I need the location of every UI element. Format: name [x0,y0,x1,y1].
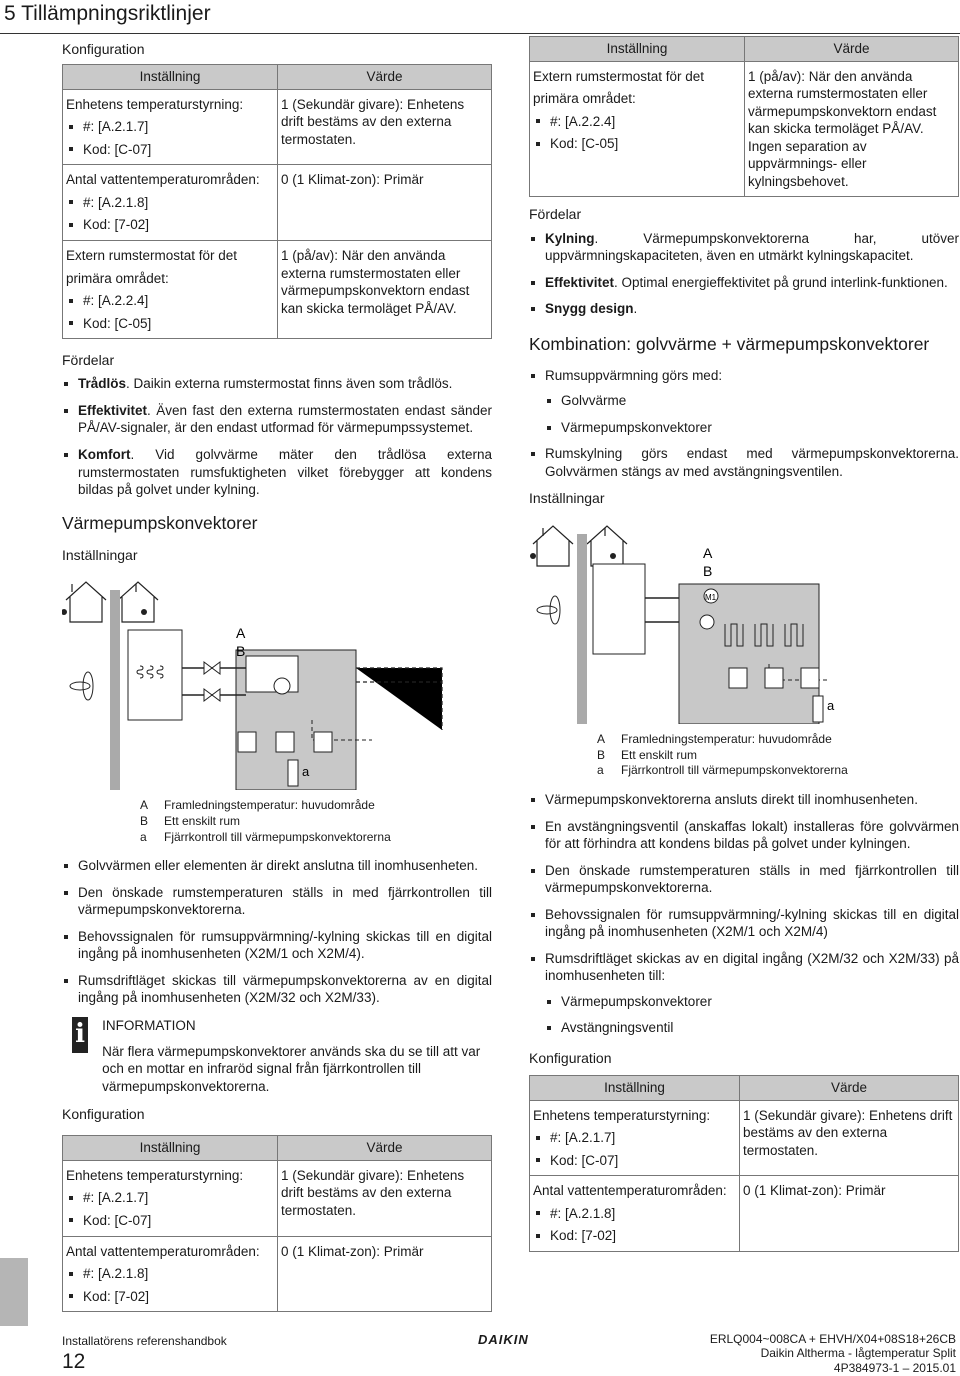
list-item: Den önskade rumstemperaturen ställs in med fjärrkontrollen till värmepumpskonvektorerna. [62,884,492,919]
sub-list-item: Värmepumpskonvektorer [545,993,959,1011]
page-number: 12 [62,1350,86,1373]
footer-model-line: ERLQ004~008CA + EHVH/X04+08S18+26CB [709,1332,956,1346]
sub-list-item: Avstängningsventil [545,1019,959,1037]
bullet-icon [69,125,73,129]
config-table [529,36,959,197]
item-text: . Optimal energieffektivitet på grund interlink-funktionen. [614,274,948,290]
setting-line [533,1182,736,1200]
setting-cell [63,241,278,339]
details-list [62,857,492,1007]
legend-key: B [597,747,606,762]
config-table [529,1075,959,1252]
bullet-icon [536,1211,540,1215]
thermostat-icon [62,609,67,615]
column-header: Värde [278,1136,492,1161]
table-row [63,1160,492,1236]
value-text: 1 (på/av): När den använda externa rumstermostaten eller värmepumpskonvektorn endast kan skicka termoläget PÅ/AV. [281,248,470,316]
fan-icon [537,596,560,624]
setting-text: #: [A.2.2.4] [550,113,616,129]
table-row [530,61,959,197]
page-title: 5 Tillämpningsriktlinjer [4,2,211,25]
left-column [62,36,492,1312]
setting-cell [530,1176,740,1252]
list-item [529,862,959,897]
legend-row [140,814,492,830]
bullet-icon [69,1218,73,1222]
column-header: Inställning [530,37,745,62]
setting-text: Enhetens temperaturstyrning: [66,96,244,112]
convector-icon [729,668,819,688]
thermostat-icon [530,553,536,559]
bullet-icon [536,1158,540,1162]
value-text: 1 (Sekundär givare): Enhetens drift bestäms av den externa termostaten. [743,1107,953,1158]
item-keyword: Kylning [545,230,595,246]
value-cell [740,1176,959,1252]
item-text: . Även fast den externa rumstermostaten endast sänder PÅ/AV-signaler, är den endast utformad för värmepumpssystemet. [78,402,492,436]
outdoor-unit [128,630,182,720]
indoor-unit [679,584,819,724]
setting-text: Kod: [7-02] [83,1288,150,1304]
item-text: Den önskade rumstemperaturen ställs in med fjärrkontrollen till värmepumpskonvektorerna. [545,862,959,896]
table-row [63,89,492,165]
page-footer [0,1326,960,1376]
setting-text: Kod: [7-02] [83,217,150,233]
legend-row [597,748,959,764]
item-text: . [633,301,638,317]
remote-control-icon [813,696,823,722]
list-item [62,402,492,437]
bullet-icon [536,1234,540,1238]
legend-key: B [140,814,149,828]
bullet-icon [536,142,540,146]
settings-label: Inställningar [529,490,605,507]
setting-text: Kod: [C-05] [550,136,619,152]
value-text: 1 (Sekundär givare): Enhetens drift bestäms av den externa termostaten. [281,96,465,147]
daikin-logo: DAIKIN [478,1332,529,1347]
table-row [63,165,492,241]
value-cell [278,241,492,339]
setting-line [66,1189,274,1207]
config-label: Konfiguration [62,41,145,57]
info-text: När flera värmepumpskonvektorer används ska du se till att var och en mottar en infraröd signal från fjärrkontrollen till värmepumpskonvektorerna. [102,1043,481,1094]
bullet-icon [536,119,540,123]
section-heading-combination: Kombination: golvvärme + värmepumpskonvektorer [529,333,930,354]
legend-key: a [597,763,604,778]
setting-line [66,96,274,114]
setting-text: Kod: [C-07] [550,1152,619,1168]
setting-line [66,1243,274,1261]
setting-text: Extern rumstermostat för det [66,248,238,264]
item-keyword: Komfort [78,447,131,463]
table-header-row [63,1136,492,1161]
list-item [529,791,959,809]
benefits-label: Fördelar [62,352,115,369]
table-header-row [530,1076,959,1101]
item-text: Rumsdriftläget skickas av en digital ingång (X2M/32 och X2M/33) på inomhusenheten till: [545,950,959,984]
list-item [529,818,959,853]
benefits-list [529,230,959,318]
list-item: Rumsdriftläget skickas till värmepumpskonvektorerna av en digital ingång på inomhusenheten (X2M/32 och X2M/33). [62,972,492,1007]
setting-text: Kod: [C-07] [83,141,152,157]
value-cell [278,165,492,241]
legend-value: Ett enskilt rum [621,747,698,762]
column-header: Inställning [63,1136,278,1161]
info-title: INFORMATION [102,1018,196,1034]
label-a-upper: A [236,624,246,641]
label-b: B [703,562,713,579]
setting-cell [530,61,745,197]
system-diagram-left [62,570,492,790]
label-a-lower: a [827,697,835,713]
convector-icon [238,732,332,752]
setting-text: Antal vattentemperaturområden: [66,1243,260,1259]
item-text: . Värmepumpskonvektorerna har, utöver uppvärmningskapaciteten, även en utmärkt kylningskapacitet. [545,230,959,264]
legend-row [597,732,959,748]
footer-model-info [710,1332,956,1375]
diagram-legend [140,798,492,845]
item-text: Rumsuppvärmning görs med: [545,367,723,383]
value-cell [745,61,959,197]
page-header [0,0,960,34]
sub-list-item: Värmepumpskonvektorer [545,419,959,437]
setting-text: Kod: [7-02] [550,1228,617,1244]
setting-line [66,315,274,333]
value-cell [278,1236,492,1312]
bullet-icon [69,1196,73,1200]
setting-cell [63,165,278,241]
information-box [72,1017,492,1095]
setting-text: Antal vattentemperaturområden: [66,172,260,188]
item-keyword: Snygg design [545,301,634,317]
legend-value: Fjärrkontroll till värmepumpskonvektorerna [621,763,848,778]
setting-line [66,292,274,310]
setting-line [66,216,274,234]
setting-text: #: [A.2.1.8] [83,194,149,210]
setting-line [533,90,741,108]
legend-value: Ett enskilt rum [164,814,241,828]
bullet-icon [69,200,73,204]
setting-text: #: [A.2.1.7] [550,1130,616,1146]
legend-row [140,830,492,846]
legend-row [597,763,959,779]
setting-line [533,1152,736,1170]
footer-doc-title: Installatörens referenshandbok [62,1334,227,1348]
wall [110,590,120,790]
setting-text: #: [A.2.1.8] [83,1266,149,1282]
remote-control-icon [288,760,298,786]
setting-line [66,194,274,212]
outdoor-unit [593,564,645,654]
item-text: Värmepumpskonvektorerna ansluts direkt till inomhusenheten. [545,792,918,807]
item-text: En avstängningsventil (anskaffas lokalt) installeras före golvvärmen för att förhindra att kondens bildas på golvet under kylningen. [545,818,959,852]
config-table [62,64,492,339]
setting-text: primära området: [66,270,169,286]
pump-icon [700,615,714,629]
setting-line [66,118,274,136]
item-keyword: Effektivitet [78,402,148,418]
wall [577,534,587,724]
table-header-row [530,37,959,62]
label-a-upper: A [703,544,713,561]
legend-row [140,798,492,814]
section-heading-vpk: Värmepumpskonvektorer [62,512,258,533]
diagram-legend [597,732,959,779]
setting-cell [63,1160,278,1236]
list-item [529,445,959,480]
setting-text: #: [A.2.2.4] [83,293,149,309]
setting-cell [63,1236,278,1312]
sub-list [545,993,959,1037]
list-item [529,950,959,1037]
details-list [529,791,959,1037]
item-text: Rumskylning görs endast med värmepumpskonvektorerna. Golvvärmen stängs av med avstängningsventilen. [545,446,959,479]
setting-line [533,68,741,86]
bullet-icon [69,299,73,303]
value-cell [278,1160,492,1236]
setting-text: Kod: [C-07] [83,1213,152,1229]
table-row [530,1100,959,1176]
value-text: 1 (på/av): När den använda externa rumstermostaten eller värmepumpskonvektorn endast kan skicka termoläget PÅ/AV. Ingen separation av uppvärmnings- eller kylningsbehovet. [748,68,937,189]
item-keyword: Effektivitet [545,274,615,290]
setting-line [533,135,741,153]
list-item [529,906,959,941]
legend-key: A [140,798,149,813]
label-a-lower: a [302,763,310,779]
setting-line [533,1227,736,1245]
column-header: Värde [740,1076,959,1101]
information-icon: i [72,1017,88,1053]
value-text: 1 (Sekundär givare): Enhetens drift bestäms av den externa termostaten. [281,1167,465,1219]
column-header: Inställning [63,65,278,90]
config-label: Konfiguration [529,1050,612,1067]
bullet-icon [69,1272,73,1276]
item-text: . Vid golvvärme mäter den trådlösa externa rumstermostaten rumsfuktigheten vilket förebygger att kondens bildas på golvet under kylning. [78,447,492,498]
system-diagram-right [529,514,959,724]
settings-label: Inställningar [62,546,138,563]
thermostat-icon [141,609,147,615]
bullet-icon [536,1136,540,1140]
legend-key: A [597,732,606,747]
value-text: 0 (1 Klimat-zon): Primär [281,1243,424,1259]
list-item [529,230,959,265]
setting-line [533,1129,736,1147]
column-header: Värde [745,37,959,62]
list-item [62,446,492,499]
config-label: Konfiguration [62,1106,145,1123]
item-keyword: Trådlös [78,376,127,392]
bullet-icon [69,223,73,227]
setting-text: #: [A.2.1.7] [83,119,149,135]
list-item [62,375,492,393]
setting-line [66,1212,274,1230]
setting-text: Enhetens temperaturstyrning: [533,1107,711,1123]
fan-icon [70,672,93,700]
setting-line [533,1205,736,1223]
table-row [63,1236,492,1312]
sub-list-item: Golvvärme [545,392,959,410]
right-column [529,36,959,1252]
setting-line [66,270,274,288]
footer-model-line: 4P384973-1 – 2015.01 [833,1360,956,1375]
list-item [529,300,959,318]
setting-cell [63,89,278,165]
setting-text: primära området: [533,91,636,107]
benefits-list [62,375,492,498]
legend-value: Framledningstemperatur: huvudområde [621,732,832,747]
footer-model-line: Daikin Altherma - lågtemperatur Split [760,1346,956,1361]
table-row [63,241,492,339]
value-cell [740,1100,959,1176]
setting-text: #: [A.2.1.8] [550,1205,616,1221]
value-cell [278,89,492,165]
item-text: . Daikin externa rumstermostat finns även som trådlös. [126,376,453,392]
setting-cell [530,1100,740,1176]
label-b: B [236,642,246,659]
config-table [62,1135,492,1312]
setting-line [66,171,274,189]
chapter-tab [0,1258,28,1326]
combination-list [529,367,959,481]
setting-text: Enhetens temperaturstyrning: [66,1167,244,1183]
setting-line [66,1167,274,1185]
setting-line [66,247,274,265]
legend-key: a [140,829,147,844]
legend-value: Fjärrkontroll till värmepumpskonvektorerna [164,829,391,844]
setting-text: Antal vattentemperaturområden: [533,1183,727,1199]
setting-text: Kod: [C-05] [83,315,152,331]
legend-value: Framledningstemperatur: huvudområde [164,798,375,813]
valve-icon [204,662,220,701]
setting-line [66,1265,274,1283]
value-text: 0 (1 Klimat-zon): Primär [743,1183,886,1199]
bullet-icon [69,147,73,151]
benefits-label: Fördelar [529,206,582,223]
bullet-icon [69,1294,73,1298]
setting-text: #: [A.2.1.7] [83,1190,149,1206]
list-item: Golvvärmen eller elementen är direkt anslutna till inomhusenheten. [62,857,492,875]
table-header-row [63,65,492,90]
setting-line [66,141,274,159]
column-header: Värde [278,65,492,90]
value-text: 0 (1 Klimat-zon): Primär [281,172,424,188]
setting-line [66,1288,274,1306]
list-item: Behovssignalen för rumsuppvärmning/-kylning skickas till en digital ingång på inomhusenheten (X2M/1 och X2M/4). [62,928,492,963]
item-text: Behovssignalen för rumsuppvärmning/-kylning skickas till en digital ingång på inomhusenheten (X2M/1 och X2M/4) [545,906,959,940]
pump-icon [274,678,290,694]
bullet-icon [69,321,73,325]
table-row [530,1176,959,1252]
thermostat-icon [610,553,616,559]
label-m1: M1 [705,592,717,602]
column-header: Inställning [530,1076,740,1101]
setting-line [533,1107,736,1125]
setting-line [533,113,741,131]
setting-text: Extern rumstermostat för det [533,68,705,84]
sub-list [545,392,959,436]
list-item [529,367,959,437]
list-item [529,274,959,292]
